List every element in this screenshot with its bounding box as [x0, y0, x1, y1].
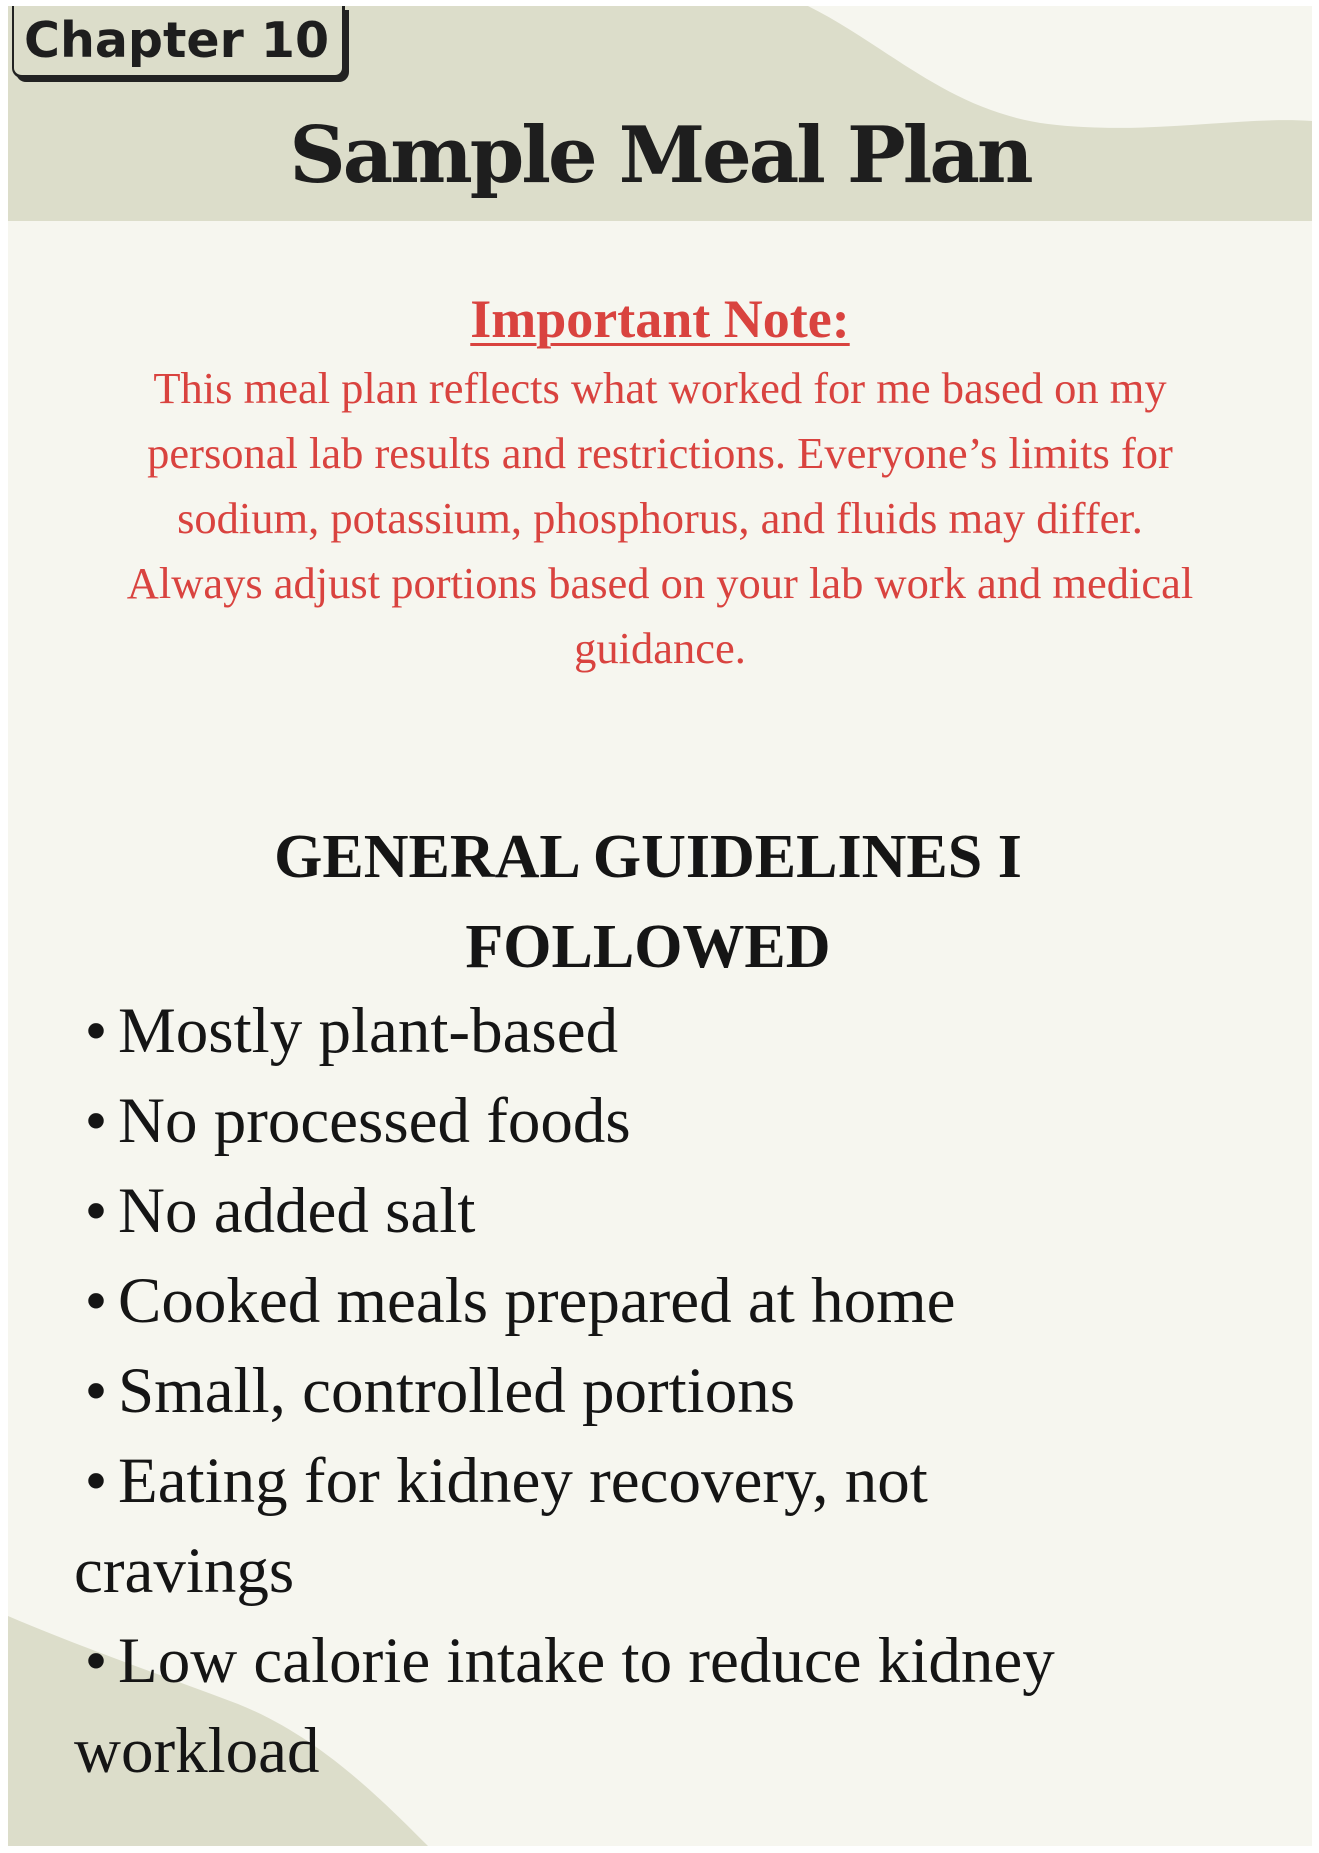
list-item-text: workload: [74, 1715, 320, 1787]
list-item-text: cravings: [74, 1535, 295, 1607]
note-line: Always adjust portions based on your lab work and medical: [126, 558, 1194, 608]
chapter-tab: [12, 6, 345, 78]
list-item: [74, 1346, 1254, 1436]
list-item: [74, 1256, 1254, 1346]
chapter-label: Chapter 10: [24, 12, 330, 69]
list-item-text: Low calorie intake to reduce kidney: [118, 1625, 1055, 1697]
list-item: [74, 1076, 1254, 1166]
list-item-text: Eating for kidney recovery, not: [118, 1445, 928, 1517]
bullet-icon: •: [84, 995, 108, 1067]
guidelines-heading-line: FOLLOWED: [465, 913, 831, 981]
list-item-text: No processed foods: [118, 1085, 631, 1157]
note-body: [30, 356, 1290, 681]
bullet-icon: •: [84, 1265, 108, 1337]
guidelines-list: [74, 986, 1254, 1796]
page-title: Sample Meal Plan: [289, 110, 1031, 201]
guidelines-heading: [8, 812, 1288, 992]
list-item-text: Cooked meals prepared at home: [118, 1265, 956, 1337]
list-item-continuation: [74, 1526, 1254, 1616]
bullet-icon: •: [84, 1445, 108, 1517]
note-line: guidance.: [574, 623, 746, 673]
bullet-icon: •: [84, 1355, 108, 1427]
bullet-icon: •: [84, 1175, 108, 1247]
note-line: sodium, potassium, phosphorus, and fluids may differ.: [177, 493, 1143, 543]
list-item: [74, 986, 1254, 1076]
document-page: [8, 6, 1312, 1846]
note-line: personal lab results and restrictions. Everyone’s limits for: [147, 428, 1173, 478]
bullet-icon: •: [84, 1625, 108, 1697]
important-note: [8, 288, 1312, 681]
list-item: [74, 1436, 1254, 1526]
list-item: [74, 1616, 1254, 1706]
guidelines-heading-line: GENERAL GUIDELINES I: [274, 823, 1022, 891]
list-item-text: No added salt: [118, 1175, 476, 1247]
list-item-continuation: [74, 1706, 1254, 1796]
note-line: This meal plan reflects what worked for me based on my: [153, 363, 1167, 413]
list-item-text: Mostly plant-based: [118, 995, 619, 1067]
bullet-icon: •: [84, 1085, 108, 1157]
list-item-text: Small, controlled portions: [118, 1355, 796, 1427]
list-item: [74, 1166, 1254, 1256]
note-heading: Important Note:: [470, 289, 850, 349]
